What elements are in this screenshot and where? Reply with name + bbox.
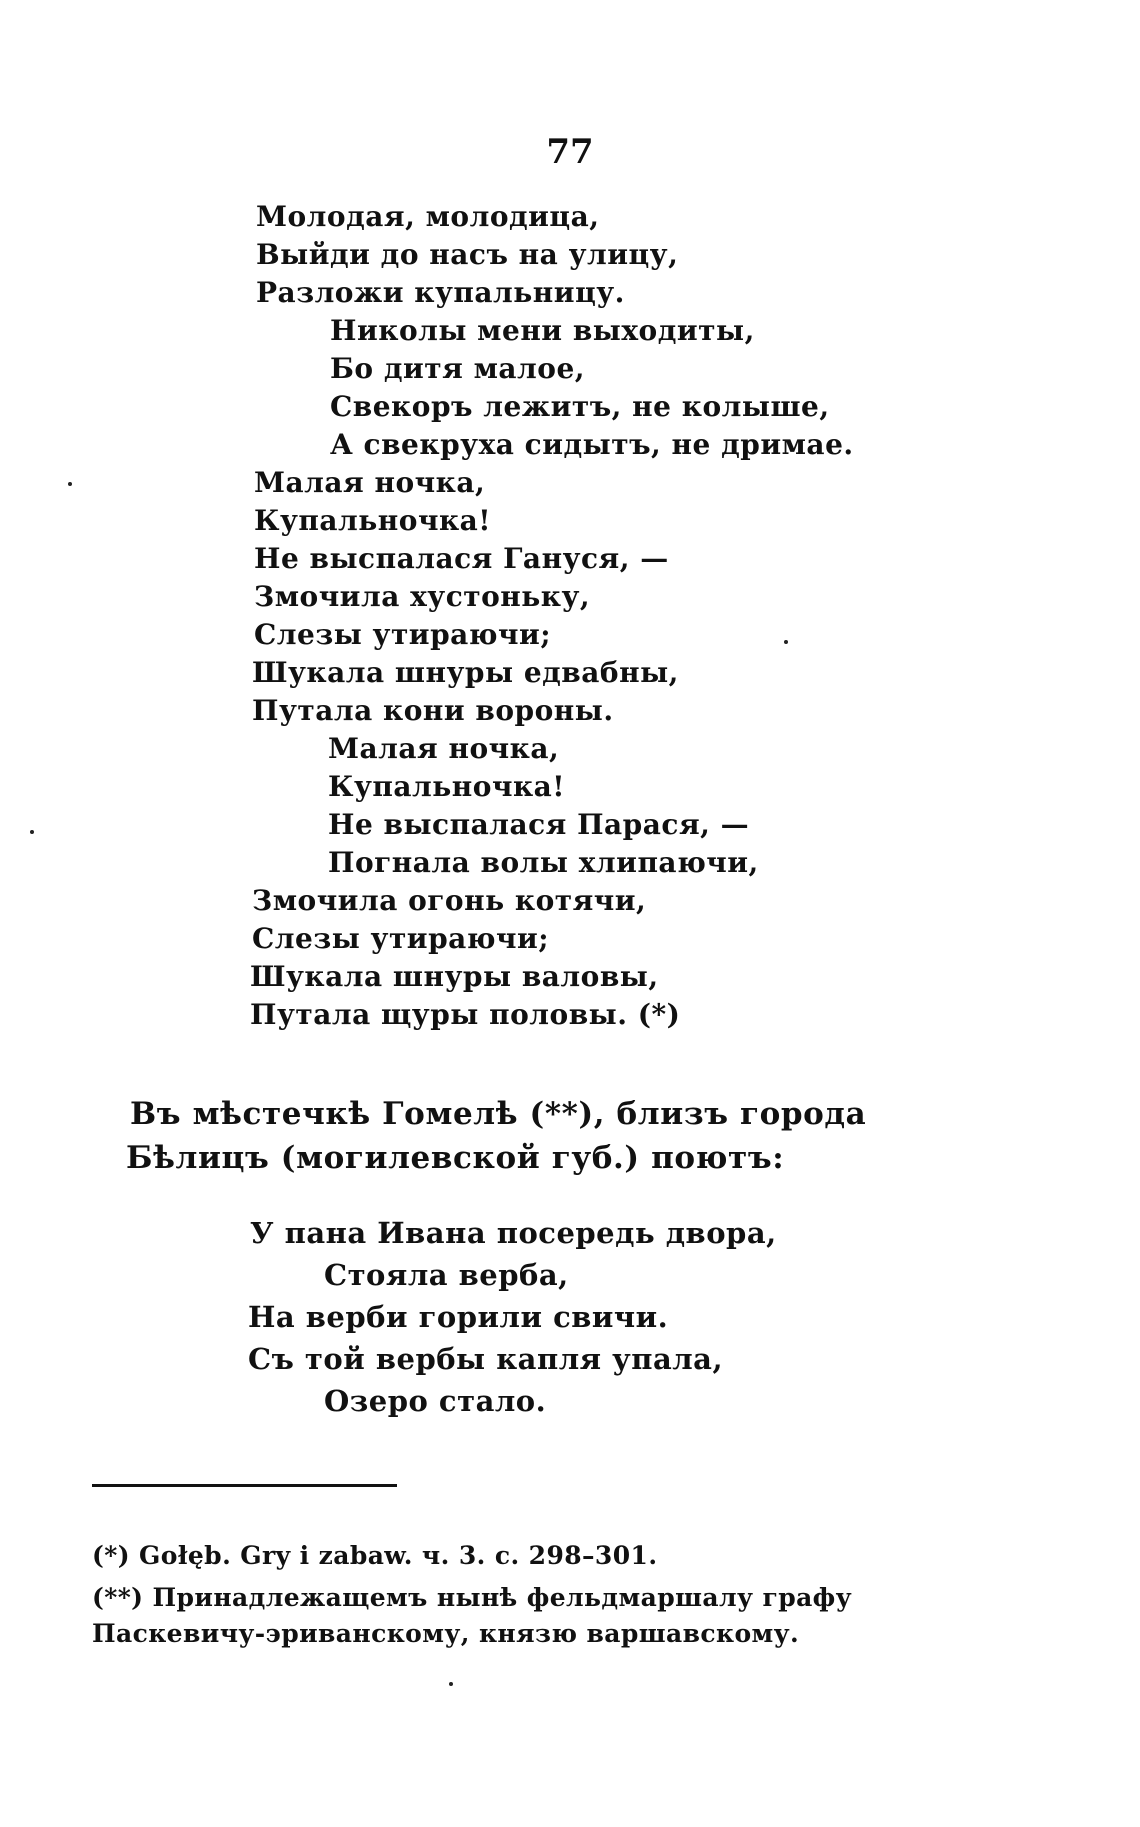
poem-line: Шукала шнуры едвабны, <box>252 656 679 689</box>
poem-line: Купальночка! <box>328 770 566 803</box>
poem-line: У пана Ивана посередь двора, <box>250 1216 777 1250</box>
poem-line: Съ той вербы капля упала, <box>248 1342 724 1376</box>
poem-line: А свекруха сидытъ, не дримае. <box>330 428 854 461</box>
poem-line: Бо дитя малое, <box>330 352 586 385</box>
print-speck <box>68 482 72 486</box>
prose-paragraph: Въ мѣстечкѣ Гомелѣ (**), близъ города Бѣлицъ (могилевской губ.) поютъ: <box>126 1096 867 1176</box>
page-number: 77 <box>546 132 594 172</box>
poem-line: Погнала волы хлипаючи, <box>328 846 759 879</box>
poem-line: Путала щуры половы. (*) <box>250 998 681 1031</box>
poem-line: Слезы утираючи; <box>252 922 550 955</box>
poem-line: На верби горили свичи. <box>248 1300 669 1334</box>
poem-line: Свекоръ лежитъ, не колыше, <box>330 390 830 423</box>
poem-line: Слезы утираючи; <box>254 618 552 651</box>
print-speck <box>784 640 788 644</box>
poem-line: Путала кони вороны. <box>252 694 614 727</box>
poem-line: Разложи купальницу. <box>256 276 625 309</box>
footnote-separator <box>92 1484 397 1487</box>
poem-line: Малая ночка, <box>328 732 560 765</box>
poem-line: Купальночка! <box>254 504 492 537</box>
footnote: (*) Gołęb. Gry i zabaw. ч. 3. с. 298–301. <box>92 1541 658 1570</box>
footnote: (**) Принадлежащемъ нынѣ фельдмаршалу графу Паскевичу-эриванскому, князю варшавскому. <box>92 1583 853 1648</box>
poem-line: Выйди до насъ на улицу, <box>256 238 679 271</box>
poem-line: Стояла верба, <box>324 1258 569 1292</box>
poem-line: Молодая, молодица, <box>256 200 600 233</box>
poem-line: Не выспалася Гануся, — <box>254 542 669 575</box>
print-speck <box>449 1682 453 1686</box>
poem-line: Озеро стало. <box>324 1384 547 1418</box>
poem-line: Не выспалася Парася, — <box>328 808 750 841</box>
poem-line: Николы мени выходиты, <box>330 314 755 347</box>
print-speck <box>30 830 34 834</box>
poem-line: Змочила огонь котячи, <box>252 884 647 917</box>
poem-line: Малая ночка, <box>254 466 486 499</box>
poem-line: Шукала шнуры валовы, <box>250 960 659 993</box>
poem-line: Змочила хустоньку, <box>254 580 591 613</box>
